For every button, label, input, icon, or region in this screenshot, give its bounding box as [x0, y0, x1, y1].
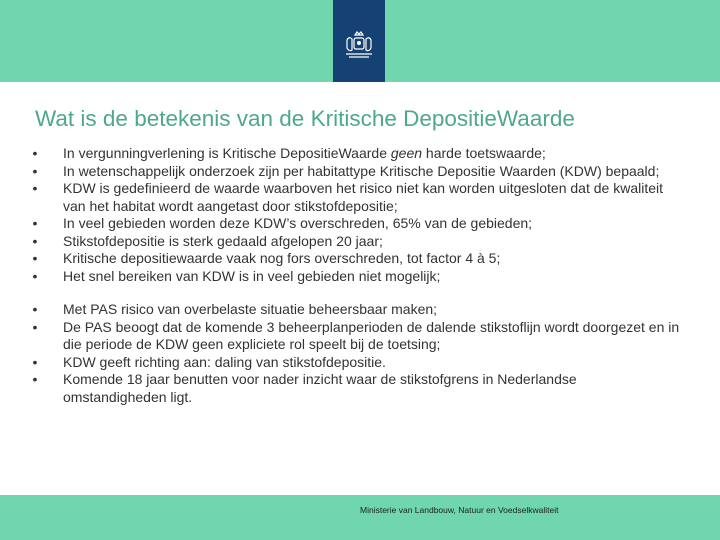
item-text: In vergunningverlening is Kritische DepositieWaarde: [63, 145, 391, 161]
list-item: [30, 180, 680, 215]
item-text: KDW is gedefinieerd de waarde waarboven het risico niet kan worden uitgesloten dat de kwaliteit van het habitat wordt aangetast door stikstofdepositie;: [63, 180, 664, 214]
bullet-icon: •: [32, 215, 38, 231]
item-text: In wetenschappelijk onderzoek zijn per habitattype Kritische Depositie Waarden (KDW) bepaald;: [63, 162, 660, 179]
bullet-icon: •: [32, 318, 38, 335]
group-spacer: [30, 285, 680, 301]
coat-of-arms-icon: [343, 30, 375, 60]
bullet-list: [30, 145, 680, 406]
item-text: Komende 18 jaar benutten voor nader inzicht waar de stikstofgrens in Nederlandse omstandigheden ligt.: [63, 371, 577, 405]
item-text: Het snel bereiken van KDW is in veel gebieden niet mogelijk;: [63, 267, 441, 284]
list-item: [30, 319, 680, 354]
list-item: [30, 163, 680, 181]
bullet-icon: •: [32, 180, 38, 196]
item-text: In veel gebieden worden deze KDW’s overschreden, 65% van de gebieden;: [63, 215, 533, 231]
list-item: [30, 354, 680, 372]
list-item: [30, 145, 680, 163]
footer-band: [0, 495, 720, 540]
bullet-icon: •: [32, 162, 38, 179]
item-text: Stikstofdepositie is sterk gedaald afgelopen 20 jaar;: [63, 232, 383, 249]
bullet-icon: •: [32, 371, 38, 387]
item-text: Kritische depositiewaarde vaak nog fors overschreden, tot factor 4 à 5;: [63, 250, 501, 266]
bullet-icon: •: [32, 267, 38, 284]
list-item: [30, 371, 680, 406]
slide-title: Wat is de betekenis van de Kritische DepositieWaarde: [35, 106, 575, 131]
item-text: KDW geeft richting aan: daling van stikstofdepositie.: [63, 353, 386, 370]
list-item: [30, 301, 680, 319]
item-text: De PAS beoogt dat de komende 3 beheerplanperioden de dalende stikstoflijn wordt doorgezet en in die periode de KDW geen expliciete rol speelt bij de toetsing;: [63, 318, 680, 352]
item-text: Met PAS risico van overbelaste situatie beheersbaar maken;: [63, 301, 438, 317]
government-logo: [333, 0, 385, 82]
list-item: [30, 215, 680, 233]
item-text-end: harde toetswaarde;: [422, 145, 546, 161]
bullet-icon: •: [32, 353, 38, 370]
bullet-icon: •: [32, 232, 38, 249]
list-item: [30, 268, 680, 286]
list-item: [30, 233, 680, 251]
bullet-icon: •: [32, 301, 38, 317]
bullet-icon: •: [32, 250, 38, 266]
ministry-label: Ministerie van Landbouw, Natuur en Voedselkwaliteit: [360, 505, 559, 515]
bullet-icon: •: [32, 145, 38, 161]
list-item: [30, 250, 680, 268]
item-emphasis: geen: [390, 145, 423, 161]
